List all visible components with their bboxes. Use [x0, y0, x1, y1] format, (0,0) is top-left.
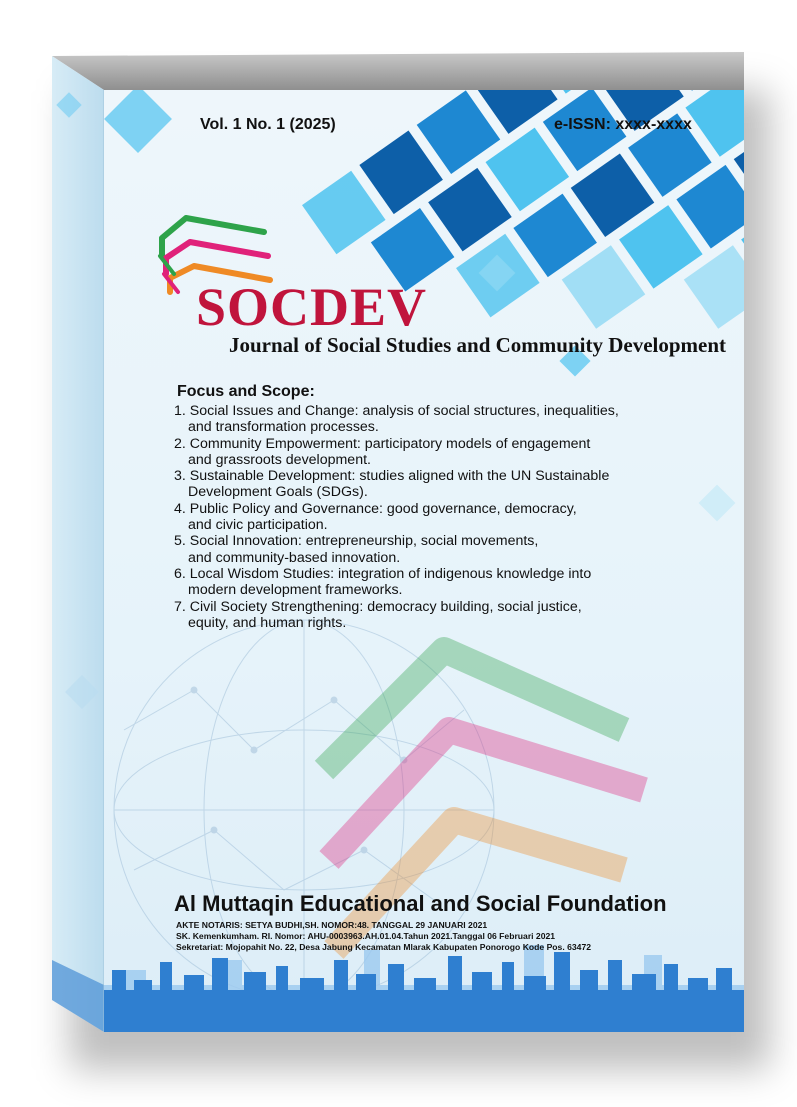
scope-list: [174, 403, 734, 631]
legal-address: Sekretariat: Mojopahit No. 22, Desa Jabung Kecamatan Mlarak Kabupaten Ponorogo Kode Pos. 63472: [176, 942, 591, 952]
scope-item-text: 5. Social Innovation: entrepreneurship, social movements,: [174, 533, 539, 550]
scope-item-text: 7. Civil Society Strengthening: democracy building, social justice,: [174, 598, 582, 615]
book-spine: [52, 56, 104, 1032]
scope-item-text: 2. Community Empowerment: participatory models of engagement: [174, 435, 591, 452]
list-item: [174, 436, 734, 469]
issn-label: e-ISSN: xxxx-xxxx: [554, 116, 692, 133]
journal-subtitle: Journal of Social Studies and Community Development: [229, 333, 727, 357]
scope-item-text: 1. Social Issues and Change: analysis of social structures, inequalities,: [174, 403, 619, 419]
scope-item-text: and grassroots development.: [188, 451, 371, 468]
scope-heading: Focus and Scope:: [177, 383, 315, 400]
volume-label: Vol. 1 No. 1 (2025): [200, 116, 336, 133]
journal-brand: SOCDEV: [196, 277, 428, 337]
book-top-face: [52, 52, 744, 90]
scope-item-text: 6. Local Wisdom Studies: integration of indigenous knowledge into: [174, 565, 592, 582]
list-item: [174, 599, 734, 632]
scope-item-text: and civic participation.: [188, 517, 328, 534]
legal-notary: AKTE NOTARIS: SETYA BUDHI,SH. NOMOR:48. TANGGAL 29 JANUARI 2021: [176, 920, 488, 930]
foundation-name: Al Muttaqin Educational and Social Foundation: [174, 891, 667, 916]
scope-item-text: 3. Sustainable Development: studies aligned with the UN Sustainable: [174, 468, 610, 485]
list-item: [174, 468, 734, 501]
scope-item-text: equity, and human rights.: [188, 614, 347, 631]
scope-item-text: Development Goals (SDGs).: [188, 484, 368, 501]
scope-item-text: modern development frameworks.: [188, 582, 403, 599]
legal-decree: SK. Kemenkumham. RI. Nomor: AHU-0003963.AH.01.04.Tahun 2021.Tanggal 06 Februari 2021: [176, 931, 556, 941]
list-item: [174, 533, 734, 566]
cover-text: [104, 90, 744, 1032]
scope-item-text: and community-based innovation.: [188, 549, 401, 566]
list-item: [174, 566, 734, 599]
scope-item-text: 4. Public Policy and Governance: good governance, democracy,: [174, 500, 577, 517]
list-item: [174, 501, 734, 534]
list-item: [174, 403, 734, 436]
scope-item-text: and transformation processes.: [188, 419, 379, 436]
journal-cover: [104, 90, 744, 1032]
